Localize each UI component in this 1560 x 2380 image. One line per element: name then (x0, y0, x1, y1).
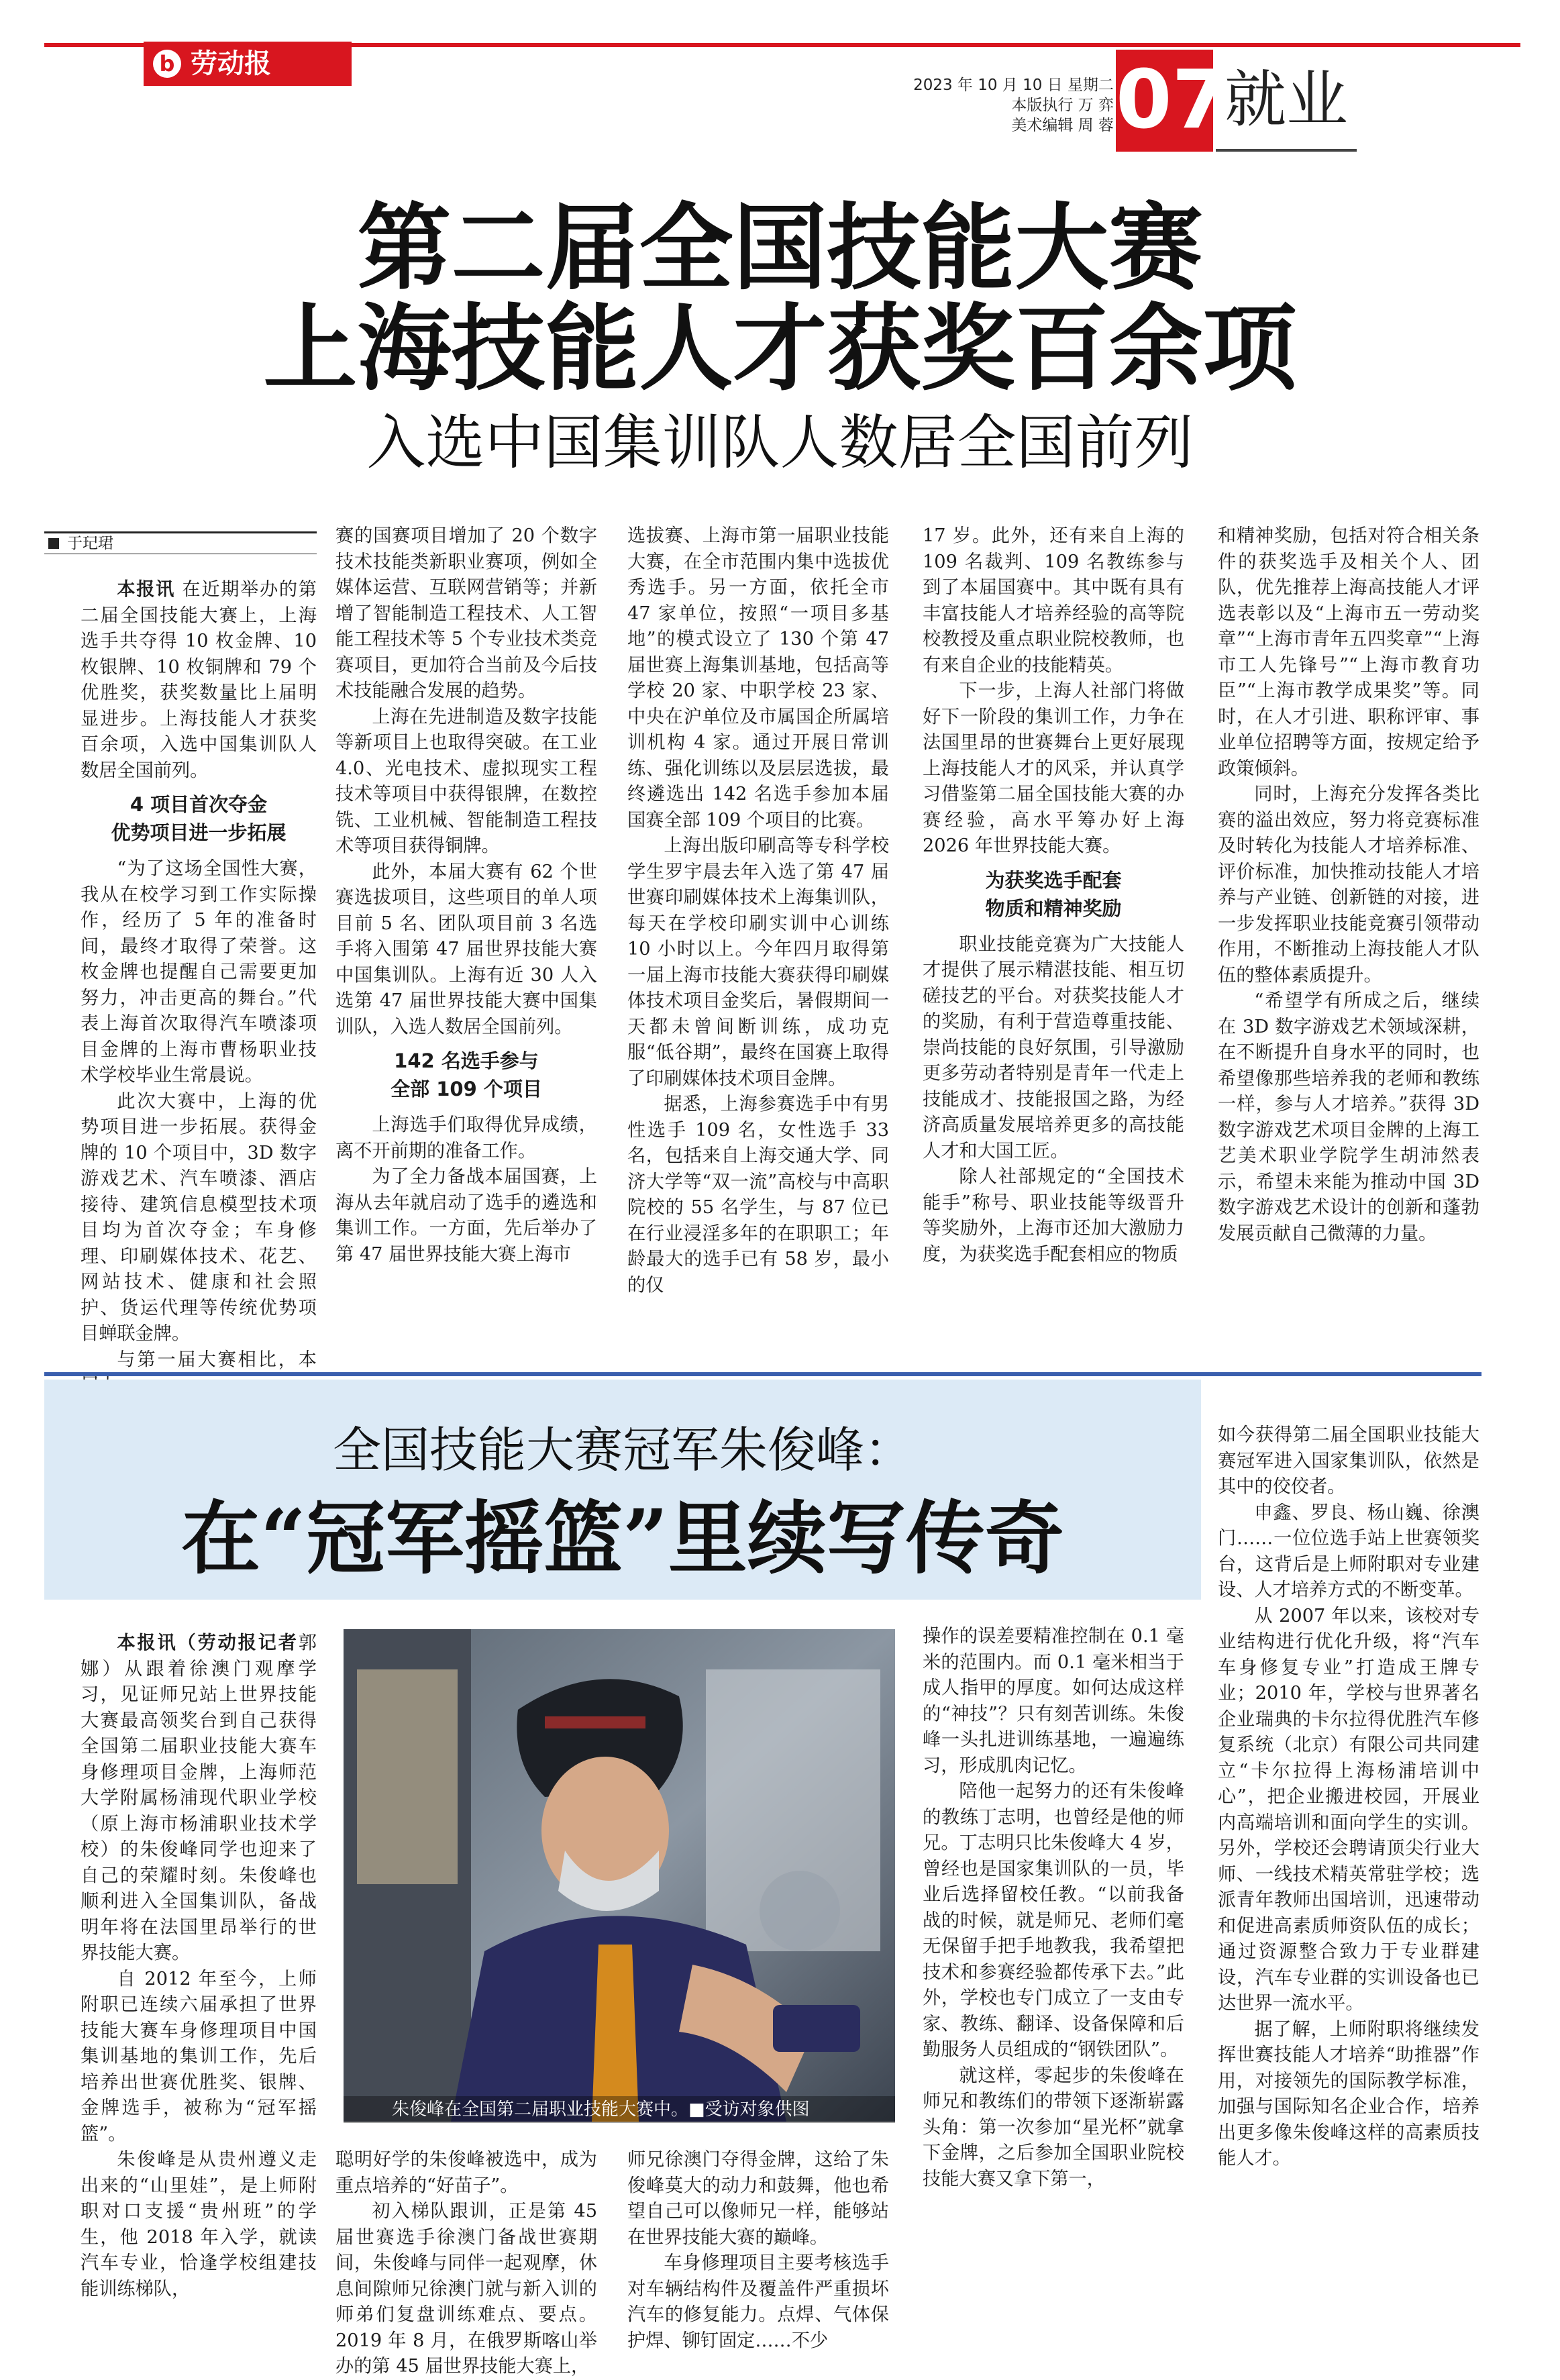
paragraph: 陪他一起努力的还有朱俊峰的教练丁志明，也曾经是他的师兄。丁志明只比朱俊峰大 4 岁，曾经也是国家集训队的一员，毕业后选择留校任教。“以前我备战的时候，就是师兄、老师们毫无保留手把手地教我，我希望把技术和参赛经验都传承下去。”此外，学校也专门成立了一支由专家、教练、翻译、设备保障和后勤服务人员组成的“钢铁团队”。 (923, 1781, 1184, 2060)
feature-column-2 (335, 2147, 597, 2380)
paragraph: “为了这场全国性大赛，我从在校学习到工作实际操作，经历了 5 年的准备时间，最终才取得了荣誉。这枚金牌也提醒自己需要更加努力，冲击更高的舞台。”代表上海首次取得汽车喷漆项目金牌的上海市曹杨职业技术学校毕业生常晨说。 (81, 858, 317, 1086)
paragraph: 初入梯队跟训，正是第 45 届世赛选手徐澳门备战世赛期间，朱俊峰与同伴一起观摩，休息间隙师兄徐澳门就与新入训的师弟们复盘训练难点、要点。2019 年 8 月，在俄罗斯喀山举办的第 45 届世界技能大赛上， (335, 2201, 597, 2377)
paragraph: 据悉，上海参赛选手中有男性选手 109 名，女性选手 33 名，包括来自上海交通大学、同济大学等“双一流”高校与中高职院校的 55 名学生，与 87 位已在行业浸淫多年的在职职工；年龄最大的选手已有 58 岁，最小的仅 (627, 1094, 889, 1296)
lead-column-4 (923, 523, 1184, 1267)
lead-column-1 (81, 577, 317, 1399)
paragraph: 此外，本届大赛有 62 个世赛选拔项目，这些项目的单人项目前 5 名、团队项目前 3 名选手将入围第 47 届世界技能大赛中国集训队。上海有近 30 人入选第 47 届世界技能大赛中国集训队，入选人数居全国前列。 (335, 861, 597, 1037)
paragraph: 上海在先进制造及数字技能等新项目上也取得突破。在工业 4.0、光电技术、虚拟现实工程技术等项目中获得银牌，在数控铣、工业机械、智能制造工程技术等项目获得铜牌。 (335, 706, 597, 856)
paragraph: 从 2007 年以来，该校对专业结构进行优化升级，将“汽车车身修复专业”打造成王牌专业；2010 年，学校与世界著名企业瑞典的卡尔拉得优胜汽车修复系统（北京）有限公司共同建立“卡尔拉得上海杨浦培训中心”，把企业搬进校园，开展业内高端培训和面向学生的实训。另外，学校还会聘请顶尖行业大师、一线技术精英常驻学校；选派青年教师出国培训，迅速带动和促进高素质师资队伍的成长；通过资源整合致力于专业群建设，汽车专业群的实训设备也已达世界一流水平。 (1218, 1605, 1479, 2014)
paragraph: 为了全力备战本届国赛，上海从去年就启动了选手的遴选和集训工作。一方面，先后举办了第 47 届世界技能大赛上海市 (335, 1166, 597, 1265)
paragraph: 职业技能竞赛为广大技能人才提供了展示精湛技能、相互切磋技艺的平台。对获奖技能人才的奖励，有利于营造尊重技能、崇尚技能的良好氛围，引导激励更多劳动者特别是青年一代走上技能成才、技能报国之路，为经济高质量发展培养更多的高技能人才和大国工匠。 (923, 933, 1184, 1161)
byline-author: 于玘珺 (67, 535, 113, 552)
paragraph: 聪明好学的朱俊峰被选中，成为重点培养的“好苗子”。 (335, 2149, 597, 2196)
dateline-lead: 本报讯（劳动报记者 (117, 1633, 299, 1653)
feature-column-4 (923, 1624, 1184, 2192)
paragraph: 就这样，零起步的朱俊峰在师兄和教练们的带领下逐渐崭露头角：第一次参加“星光杯”就拿下金牌，之后参加全国职业院校技能大赛又拿下第一， (923, 2065, 1184, 2189)
page-number: 07 (1116, 50, 1213, 152)
feature-column-5 (1218, 1422, 1479, 2172)
lead-column-5 (1218, 523, 1479, 1247)
paragraph: 师兄徐澳门夺得金牌，这给了朱俊峰莫大的动力和鼓舞，他也希望自己可以像师兄一样，能够站在世界技能大赛的巅峰。 (627, 2149, 889, 2248)
paragraph: 与第一届大赛相比，本 (117, 1349, 317, 1370)
paragraph: 申鑫、罗良、杨山巍、徐澳门……一位位选手站上世赛领奖台，这背后是上师附职对专业建设、人才培养方式的不断变革。 (1218, 1502, 1479, 1600)
paragraph: 朱俊峰是从贵州遵义走出来的“山里娃”，是上师附职对口支援“贵州班”的学生，他 2018 年入学，就读汽车专业，恰逢学校组建技能训练梯队， (81, 2149, 317, 2299)
paragraph: 选拔赛、上海市第一届职业技能大赛，在全市范围内集中选拔优秀选手。另一方面，依托全市 47 家单位，按照“一项目多基地”的模式设立了 130 个第 47 届世赛上海集训基地，包括高等学校 20 家、中职学校 23 家、中央在沪单位及市属国企所属培训机构 4 家。通过开展日常训练、强化训练以及层层选拔，最终遴选出 142 名选手参加本届国赛全部 109 个项目的比赛。 (627, 525, 889, 831)
paragraph: 自 2012 年至今，上师附职已连续六届承担了世界技能大赛车身修理项目中国集训基地的集训工作，先后培养出世赛优胜奖、银牌、金牌选手，被称为“冠军摇篮”。 (81, 1968, 317, 2144)
byline (44, 531, 317, 554)
lead-column-3 (627, 523, 889, 1298)
newspaper-logo (144, 42, 352, 86)
page-editor: 本版执行 万 弈 (1011, 97, 1114, 114)
paragraph: 车身修理项目主要考核选手对车辆结构件及覆盖件严重损坏汽车的修复能力。点焊、气体保护焊、铆钉固定……不少 (627, 2253, 889, 2351)
paragraph: 本报讯 在近期举办的第二届全国技能大赛上，上海选手共夺得 10 枚金牌、10 枚银牌、10 枚铜牌和 79 个优胜奖，获奖数量比上届明显进步。上海技能人才获奖百余项，入选中国集训队人数居全国前列。 (81, 579, 317, 781)
feature-column-1 (81, 1631, 317, 2302)
feature-headline-line1: 全国技能大赛冠军朱俊峰： (332, 1422, 913, 1478)
paragraph: 如今获得第二届全国职业技能大赛冠军进入国家集训队，依然是其中的佼佼者。 (1218, 1425, 1479, 1497)
paragraph: 上海出版印刷高等专科学校学生罗宇晨去年入选了第 47 届世赛印刷媒体技术上海集训队，每天在学校印刷实训中心训练 10 小时以上。今年四月取得第一届上海市技能大赛获得印刷媒体技术项目金奖后，暑假期间一天都未曾间断训练，成功克服“低谷期”，最终在国赛上取得了印刷媒体技术项目金牌。 (627, 835, 889, 1089)
dateline-lead: 本报讯 (117, 579, 176, 600)
paragraph: 赛的国赛项目增加了 20 个数字技术技能类新职业赛项，例如全媒体运营、互联网营销等；并新增了智能制造工程技术、人工智能工程技术等 5 个专业技术类竞赛项目，更加符合当前及今后技术技能融合发展的趋势。 (335, 525, 597, 701)
paragraph: 上海选手们取得优异成绩，离不开前期的准备工作。 (335, 1115, 597, 1161)
paragraph: 除人社部规定的“全国技术能手”称号、职业技能等级晋升等奖励外，上海市还加大激励力度，为获奖选手配套相应的物质 (923, 1166, 1184, 1265)
issue-meta (892, 75, 1114, 136)
paragraph: 操作的误差要精准控制在 0.1 毫米的范围内。而 0.1 毫米相当于成人指甲的厚度。如何达成这样的“神技”？只有刻苦训练。朱俊峰一头扎进训练基地，一遍遍练习，形成肌肉记忆。 (923, 1626, 1184, 1776)
lead-subheadline: 入选中国集训队人数居全国前列 (366, 408, 1194, 477)
lead-headline-line1: 第二届全国技能大赛 (357, 193, 1203, 303)
paragraph: 本报讯（劳动报记者郭娜）从跟着徐澳门观摩学习，见证师兄站上世界技能大赛最高领奖台到自己获得全国第二届职业技能大赛车身修理项目金牌，上海师范大学附属杨浦现代职业学校（原上海市杨浦职业技术学校）的朱俊峰同学也迎来了自己的荣耀时刻。朱俊峰也顺利进入全国集训队，备战明年将在法国里昂举行的世界技能大赛。 (81, 1633, 317, 1963)
paragraph: “希望学有所成之后，继续在 3D 数字游戏艺术领域深耕，在不断提升自身水平的同时，也希望像那些培养我的老师和教练一样，参与人才培养。”获得 3D 数字游戏艺术项目金牌的上海工艺美术职业学院学生胡沛然表示，希望未来能为推动中国 3D 数字游戏艺术设计的创新和蓬勃发展贡献自己微薄的力量。 (1218, 990, 1479, 1244)
byline-square-icon (48, 538, 59, 549)
section-title: 就业 (1216, 50, 1357, 152)
feature-headline-line2: 在“冠军摇篮”里续写传奇 (181, 1492, 1064, 1585)
logo-text: 劳动报 (191, 48, 271, 79)
subhead: 4 项目首次夺金 优势项目进一步拓展 (111, 793, 287, 844)
paragraph: 同时，上海充分发挥各类比赛的溢出效应，努力将竞赛标准及时转化为技能人才培养标准、评价标准，加快推动技能人才培养与产业链、创新链的对接，进一步发挥职业技能竞赛引领带动作用，不断推动上海技能人才队伍的整体素质提升。 (1218, 784, 1479, 986)
lead-column-2 (335, 523, 597, 1267)
paragraph: 据了解，上师附职将继续发挥世赛技能人才培养“助推器”作用，对接领先的国际教学标准，加强与国际知名企业合作，培养出更多像朱俊峰这样的高素质技能人才。 (1218, 2018, 1479, 2169)
art-editor: 美术编辑 周 蓉 (1011, 117, 1114, 134)
paragraph: 17 岁。此外，还有来自上海的 109 名裁判、109 名教练参与到了本届国赛中。其中既有具有丰富技能人才培养经验的高等院校教授及重点职业院校教师，也有来自企业的技能精英。 (923, 525, 1184, 676)
logo-emblem-icon: b (153, 50, 181, 78)
subhead: 为获奖选手配套 物质和精神奖励 (985, 868, 1122, 920)
section-divider (44, 1372, 1481, 1376)
feature-column-3 (627, 2147, 889, 2354)
paragraph: 此次大赛中，上海的优势项目进一步拓展。获得金牌的 10 个项目中，3D 数字游戏艺术、汽车喷漆、酒店接待、建筑信息模型技术项目均为首次夺金；车身修理、印刷媒体技术、花艺、网站技术、健康和社会照护、货运代理等传统优势项目蝉联金牌。 (81, 1090, 317, 1344)
photo-caption: 朱俊峰在全国第二届职业技能大赛中。■受访对象供图 (344, 2096, 895, 2123)
issue-date: 2023 年 10 月 10 日 星期二 (913, 76, 1114, 94)
welder-photo-illustration (344, 1629, 895, 2122)
lead-headline-line2: 上海技能人才获奖百余项 (263, 294, 1297, 404)
feature-photo (344, 1629, 895, 2122)
paragraph: 下一步，上海人社部门将做好下一阶段的集训工作，力争在法国里昂的世赛舞台上更好展现上海技能人才的风采，并认真学习借鉴第二届全国技能大赛的办赛经验，高水平筹办好上海 2026 年世界技能大赛。 (923, 680, 1184, 856)
paragraph: 和精神奖励，包括对符合相关条件的获奖选手及相关个人、团队，优先推荐上海高技能人才评选表彰以及“上海市五一劳动奖章”“上海市青年五四奖章”“上海市工人先锋号”“上海市教育功臣”“上海市教学成果奖”等。同时，在人才引进、职称评审、事业单位招聘等方面，按规定给予政策倾斜。 (1218, 525, 1479, 779)
subhead: 142 名选手参与 全部 109 个项目 (391, 1049, 542, 1100)
